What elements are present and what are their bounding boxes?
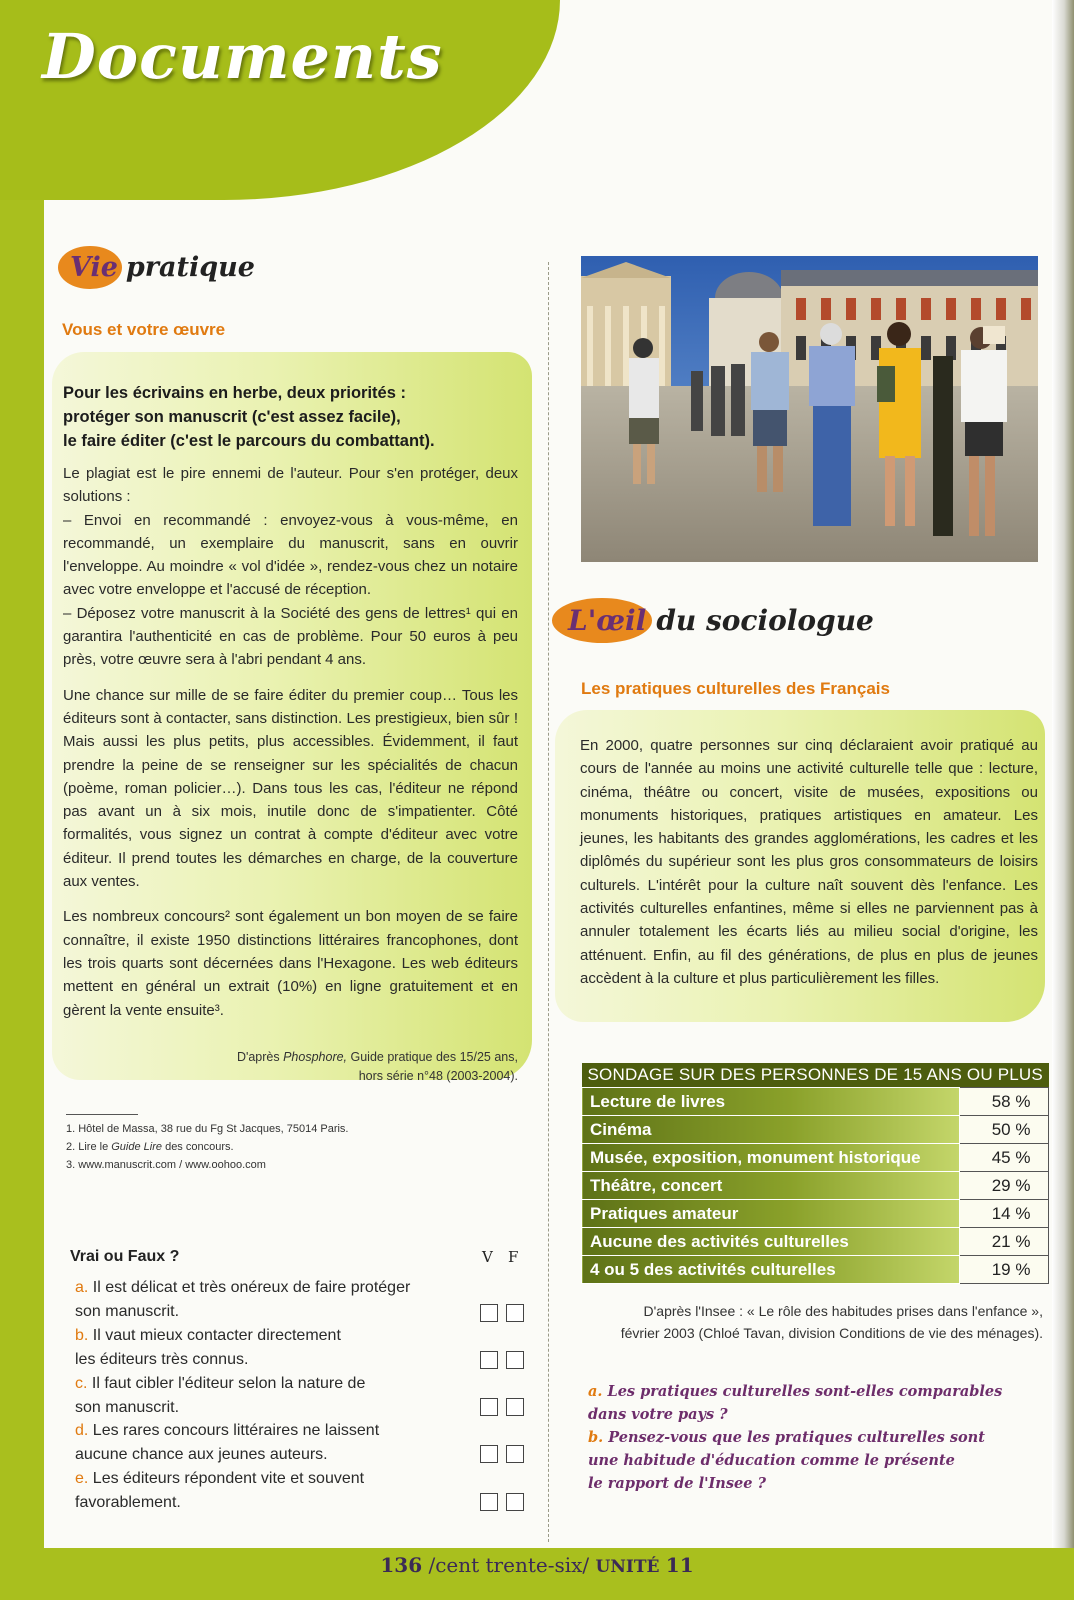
checkbox-vrai-d[interactable] (480, 1445, 498, 1463)
quiz-text: Les éditeurs répondent vite et souvent (88, 1470, 365, 1487)
checkbox-faux-d[interactable] (506, 1445, 524, 1463)
checkbox-faux-e[interactable] (506, 1493, 524, 1511)
paragraph: Les nombreux concours² sont également un bon moyen de se faire connaître, il existe 1950 distinctions littéraires francophones, dont les trois quarts sont décernées dans l'Hexagone. Les web éditeurs mettent en général un extrait (10%) en ligne gratuitement et en gèrent la vente ensuite³. (63, 908, 518, 1019)
article-source (63, 1048, 518, 1086)
row-label: 4 ou 5 des activités culturelles (582, 1256, 960, 1284)
page-binding-shadow (1052, 0, 1074, 1600)
question (588, 1380, 1043, 1426)
table-source (581, 1300, 1043, 1344)
section-title-rest: du sociologue (656, 604, 874, 637)
section-title-highlight: L'œil (552, 598, 652, 643)
table-row (582, 1200, 1049, 1228)
page-number: 136 (380, 1553, 423, 1577)
quiz-text: son manuscrit. (75, 1303, 180, 1320)
page-words: /cent trente-six/ (422, 1553, 596, 1577)
faux-label: F (508, 1248, 519, 1266)
table-row (582, 1172, 1049, 1200)
footnote-rule (66, 1114, 138, 1115)
table-row (582, 1228, 1049, 1256)
versailles-photo (581, 256, 1038, 562)
paragraph: Le plagiat est le pire ennemi de l'auteur. Pour s'en protéger, deux solutions : (63, 465, 518, 506)
row-label: Pratiques amateur (582, 1200, 960, 1228)
table-row (582, 1116, 1049, 1144)
quiz-letter: b. (75, 1327, 89, 1344)
row-label: Théâtre, concert (582, 1172, 960, 1200)
section-title-sociologue (552, 598, 874, 643)
source-line: D'après l'Insee : « Le rôle des habitudes prises dans l'enfance », (643, 1303, 1043, 1319)
quiz-item (75, 1324, 485, 1372)
question-text: Les pratiques culturelles sont-elles comparables (602, 1383, 1003, 1400)
discussion-questions (588, 1380, 1043, 1495)
photo-illustration (581, 256, 1038, 562)
quiz-item (75, 1467, 485, 1515)
sondage-table (581, 1063, 1043, 1284)
table-row (582, 1088, 1049, 1116)
checkbox-vrai-e[interactable] (480, 1493, 498, 1511)
quiz-text: Il vaut mieux contacter directement (88, 1327, 341, 1344)
footnote-suffix: des concours. (162, 1141, 234, 1153)
row-label: Aucune des activités culturelles (582, 1228, 960, 1256)
column-divider (548, 262, 550, 1542)
lead-line: Pour les écrivains en herbe, deux priorités : (63, 384, 406, 402)
page-title: Documents (42, 20, 443, 93)
paragraph: – Envoi en recommandé : envoyez-vous à vous-même, en recommandé, un exemplaire du manuscrit, sans en ouvrir l'enveloppe. Au moindre « vol d'idée », rendez-vous chez un notaire avec votre enveloppe et l'accusé de réception. (63, 511, 518, 599)
question-text: le rapport de l'Insee ? (588, 1475, 766, 1492)
question-letter: a. (588, 1383, 603, 1400)
quiz-item (75, 1419, 485, 1467)
unit-label: UNITÉ (595, 1557, 660, 1577)
footnote: 3. www.manuscrit.com / www.oohoo.com (66, 1159, 266, 1171)
quiz-text: son manuscrit. (75, 1399, 180, 1416)
sociologue-body: En 2000, quatre personnes sur cinq déclaraient avoir pratiqué au cours de l'année au moins une activité culturelle telle que : lecture, cinéma, théâtre ou concert, visite de musées, expositions ou monuments historiques, pratiques artistiques en amateur. Les jeunes, les habitants des grandes agglomérations, les cadres et les diplômés du supérieur sont les plus gros consommateurs de loisirs culturels. L'intérêt pour la culture naît souvent dès l'enfance. Les activités culturelles enfantines, même si elles ne parviennent pas à annuler totalement les écarts liés au milieu social d'origine, les atténuent. Enfin, au fil des générations, de plus en plus de jeunes accèdent à la culture et plus particulièrement les filles. (580, 737, 1038, 987)
checkbox-faux-b[interactable] (506, 1351, 524, 1369)
paragraph: Une chance sur mille de se faire éditer du premier coup… Tous les éditeurs sont à contacter, sans distinction. Les prestigieux, bien sûr ! Mais aussi les plus petits, plus accessibles. Évidemment, il faut prendre la peine de se renseigner sur les spécialités de chacun (poème, roman policier…). Dans tous les cas, l'éditeur ne répond pas avant un à six mois, inutile donc de s'impatienter. Côté formalités, vous signez un contrat à compte d'éditeur avec votre éditeur. Il prend toutes les démarches en charge, de la couverture aux ventes. (63, 686, 518, 891)
checkbox-faux-c[interactable] (506, 1398, 524, 1416)
source-prefix: D'après (236, 1050, 284, 1064)
question-text: une habitude d'éducation comme le présente (588, 1452, 955, 1469)
row-value: 14 % (960, 1200, 1049, 1228)
section-title-highlight: Vie (58, 246, 122, 289)
question-text: Pensez-vous que les pratiques culturelles sont (603, 1429, 985, 1446)
checkbox-faux-a[interactable] (506, 1304, 524, 1322)
page-footer (0, 1553, 1074, 1577)
quiz-text: Les rares concours littéraires ne laissent (88, 1422, 380, 1439)
table-header: SONDAGE SUR DES PERSONNES DE 15 ANS OU PLUS (582, 1063, 1049, 1088)
table-row (582, 1144, 1049, 1172)
source-line (63, 1048, 518, 1067)
quiz-text: Il est délicat et très onéreux de faire protéger (88, 1279, 411, 1296)
section-subtitle: Vous et votre œuvre (62, 320, 226, 339)
quiz-text: Il faut cibler l'éditeur selon la nature de (87, 1375, 366, 1392)
row-label: Cinéma (582, 1116, 960, 1144)
vrai-label: V (482, 1248, 493, 1266)
question (588, 1426, 1043, 1495)
checkbox-vrai-a[interactable] (480, 1304, 498, 1322)
checkbox-vrai-b[interactable] (480, 1351, 498, 1369)
unit-number: 11 (665, 1553, 694, 1577)
quiz-title: Vrai ou Faux ? (70, 1248, 180, 1265)
source-rest: Guide pratique des 15/25 ans, (347, 1050, 518, 1064)
section-title-vie-pratique (58, 246, 255, 289)
row-value: 21 % (960, 1228, 1049, 1256)
source-line: février 2003 (Chloé Tavan, division Conditions de vie des ménages). (620, 1325, 1043, 1341)
table-row (582, 1256, 1049, 1284)
footnote: 1. Hôtel de Massa, 38 rue du Fg St Jacques, 75014 Paris. (66, 1123, 349, 1135)
quiz-item (75, 1372, 485, 1420)
section-subtitle: Les pratiques culturelles des Français (581, 679, 890, 698)
section-title-rest: pratique (125, 252, 255, 283)
quiz-letter: c. (75, 1375, 88, 1392)
article-body (63, 462, 518, 1034)
row-value: 29 % (960, 1172, 1049, 1200)
question-text: dans votre pays ? (588, 1406, 728, 1423)
lead-line: protéger son manuscrit (c'est assez facile), (63, 408, 401, 426)
row-value: 58 % (960, 1088, 1049, 1116)
source-line: hors série n°48 (2003-2004). (358, 1069, 518, 1083)
quiz-text: les éditeurs très connus. (75, 1351, 249, 1368)
quiz-text: aucune chance aux jeunes auteurs. (75, 1446, 328, 1463)
quiz-letter: e. (75, 1470, 89, 1487)
paragraph: – Déposez votre manuscrit à la Société des gens de lettres¹ qui en garantira l'authenticité en cas de problème. Pour 50 euros à peu près, votre œuvre sera à l'abri pendant 4 ans. (63, 604, 518, 669)
quiz-letter: d. (75, 1422, 89, 1439)
footnote-italic: Guide Lire (111, 1141, 163, 1153)
row-label: Lecture de livres (582, 1088, 960, 1116)
footnote-prefix: 2. Lire le (66, 1141, 112, 1153)
quiz-letter: a. (75, 1279, 89, 1296)
quiz-text: favorablement. (75, 1494, 181, 1511)
row-label: Musée, exposition, monument historique (582, 1144, 960, 1172)
quiz-item (75, 1276, 485, 1324)
lead-line: le faire éditer (c'est le parcours du combattant). (63, 432, 435, 450)
row-value: 19 % (960, 1256, 1049, 1284)
question-letter: b. (588, 1429, 604, 1446)
row-value: 45 % (960, 1144, 1049, 1172)
footnotes (66, 1120, 516, 1174)
row-value: 50 % (960, 1116, 1049, 1144)
footnote (66, 1138, 516, 1156)
source-publisher: Phosphore, (283, 1050, 348, 1064)
article-lead (63, 381, 503, 453)
checkbox-vrai-c[interactable] (480, 1398, 498, 1416)
